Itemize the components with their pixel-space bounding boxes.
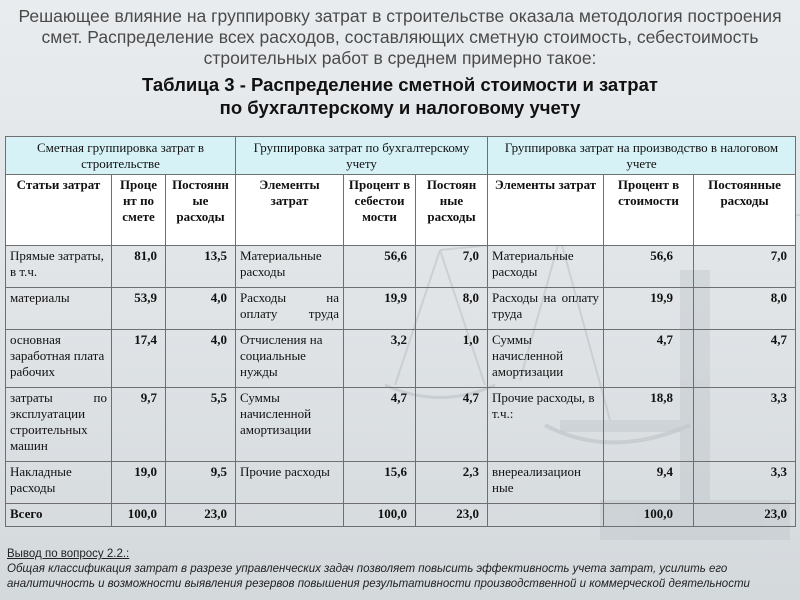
table-cell: Отчисления на социальные нужды (236, 330, 344, 388)
table-cell: 9,7 (112, 388, 166, 462)
table-cell: 3,2 (344, 330, 416, 388)
table-row (6, 330, 796, 388)
table-row (6, 388, 796, 462)
table-cell: 4,7 (604, 330, 694, 388)
column-header: Постоянн ые расходы (166, 175, 236, 246)
group-header-tax: Группировка затрат на производство в налоговом учете (488, 137, 796, 175)
conclusion-body: Общая классификация затрат в разрезе управленческих задач позволяет повысить эффективность учета затрат, усилить его аналитичность и возможности выявления резервов повышения результативности производственной и коммерческой деятельности (7, 563, 750, 590)
table-cell: Материальные расходы (488, 246, 604, 288)
table-cell: 23,0 (416, 504, 488, 527)
table-cell: 3,3 (694, 388, 796, 462)
table-row (6, 462, 796, 504)
table-row (6, 288, 796, 330)
table-cell: 3,3 (694, 462, 796, 504)
table-cell: Материальные расходы (236, 246, 344, 288)
table-title-line-2: по бухгалтерскому и налоговому учету (219, 97, 581, 118)
table-cell: 5,5 (166, 388, 236, 462)
column-header: Статьи затрат (6, 175, 112, 246)
table-cell: 9,5 (166, 462, 236, 504)
table-cell: 2,3 (416, 462, 488, 504)
table-cell: Накладные расходы (6, 462, 112, 504)
group-header-row (6, 137, 796, 175)
table-cell: Всего (6, 504, 112, 527)
table-cell: 19,9 (604, 288, 694, 330)
table-cell: 8,0 (694, 288, 796, 330)
table-cell: 1,0 (416, 330, 488, 388)
table-cell: 100,0 (344, 504, 416, 527)
table-cell: 56,6 (604, 246, 694, 288)
table-cell: Суммы начисленной амортизации (488, 330, 604, 388)
table-cell: 4,7 (694, 330, 796, 388)
intro-text: Решающее влияние на группировку затрат в строительстве оказала методология построения смет. Распределение всех расходов, составляющих сметную стоимость, себестоимость строительных работ в среднем примерно такое: (18, 6, 782, 68)
table-cell: 7,0 (416, 246, 488, 288)
table-cell: 56,6 (344, 246, 416, 288)
table-cell: основная заработная плата рабочих (6, 330, 112, 388)
table-cell: 15,6 (344, 462, 416, 504)
column-header: Проце нт по смете (112, 175, 166, 246)
table-cell: 7,0 (694, 246, 796, 288)
table-cell: 81,0 (112, 246, 166, 288)
table-cell: Прочие расходы, в т.ч.: (488, 388, 604, 462)
table-cell: Расходы на оплату труда (488, 288, 604, 330)
column-header: Процент в стоимости (604, 175, 694, 246)
group-header-accounting: Группировка затрат по бухгалтерскому учету (236, 137, 488, 175)
table-cell: 19,0 (112, 462, 166, 504)
column-header: Постоянные расходы (694, 175, 796, 246)
table-cell: 19,9 (344, 288, 416, 330)
table-cell: 18,8 (604, 388, 694, 462)
column-header: Процент в себестои мости (344, 175, 416, 246)
total-row (6, 504, 796, 527)
table-cell: Прочие расходы (236, 462, 344, 504)
conclusion (7, 547, 793, 592)
table-cell: 53,9 (112, 288, 166, 330)
table-row (6, 246, 796, 288)
column-header: Элементы затрат (488, 175, 604, 246)
table-cell: 8,0 (416, 288, 488, 330)
table-title-line-1: Таблица 3 - Распределение сметной стоимости и затрат (142, 74, 658, 95)
conclusion-heading: Вывод по вопросу 2.2.: (7, 548, 130, 560)
table-cell: 4,0 (166, 330, 236, 388)
subheader-row (6, 175, 796, 246)
table-cell: 23,0 (694, 504, 796, 527)
cost-distribution-table (5, 136, 796, 527)
table-cell: Прямые затраты, в т.ч. (6, 246, 112, 288)
column-header: Элементы затрат (236, 175, 344, 246)
table-cell: 4,0 (166, 288, 236, 330)
table-title (0, 73, 800, 119)
table-cell: 4,7 (344, 388, 416, 462)
group-header-estimate: Сметная группировка затрат в строительстве (6, 137, 236, 175)
table-cell (488, 504, 604, 527)
table-cell: 17,4 (112, 330, 166, 388)
table-cell (236, 504, 344, 527)
table-cell: материалы (6, 288, 112, 330)
table-cell: 100,0 (112, 504, 166, 527)
table-cell: 13,5 (166, 246, 236, 288)
table-cell: 9,4 (604, 462, 694, 504)
table-cell: 100,0 (604, 504, 694, 527)
table-cell: 23,0 (166, 504, 236, 527)
table-cell: Расходы на оплату труда (236, 288, 344, 330)
table-cell: Суммы начисленной амортизации (236, 388, 344, 462)
table-cell: 4,7 (416, 388, 488, 462)
table-cell: затраты по эксплуатации строительных машин (6, 388, 112, 462)
table-cell: внереализацион ные (488, 462, 604, 504)
column-header: Постоян ные расходы (416, 175, 488, 246)
